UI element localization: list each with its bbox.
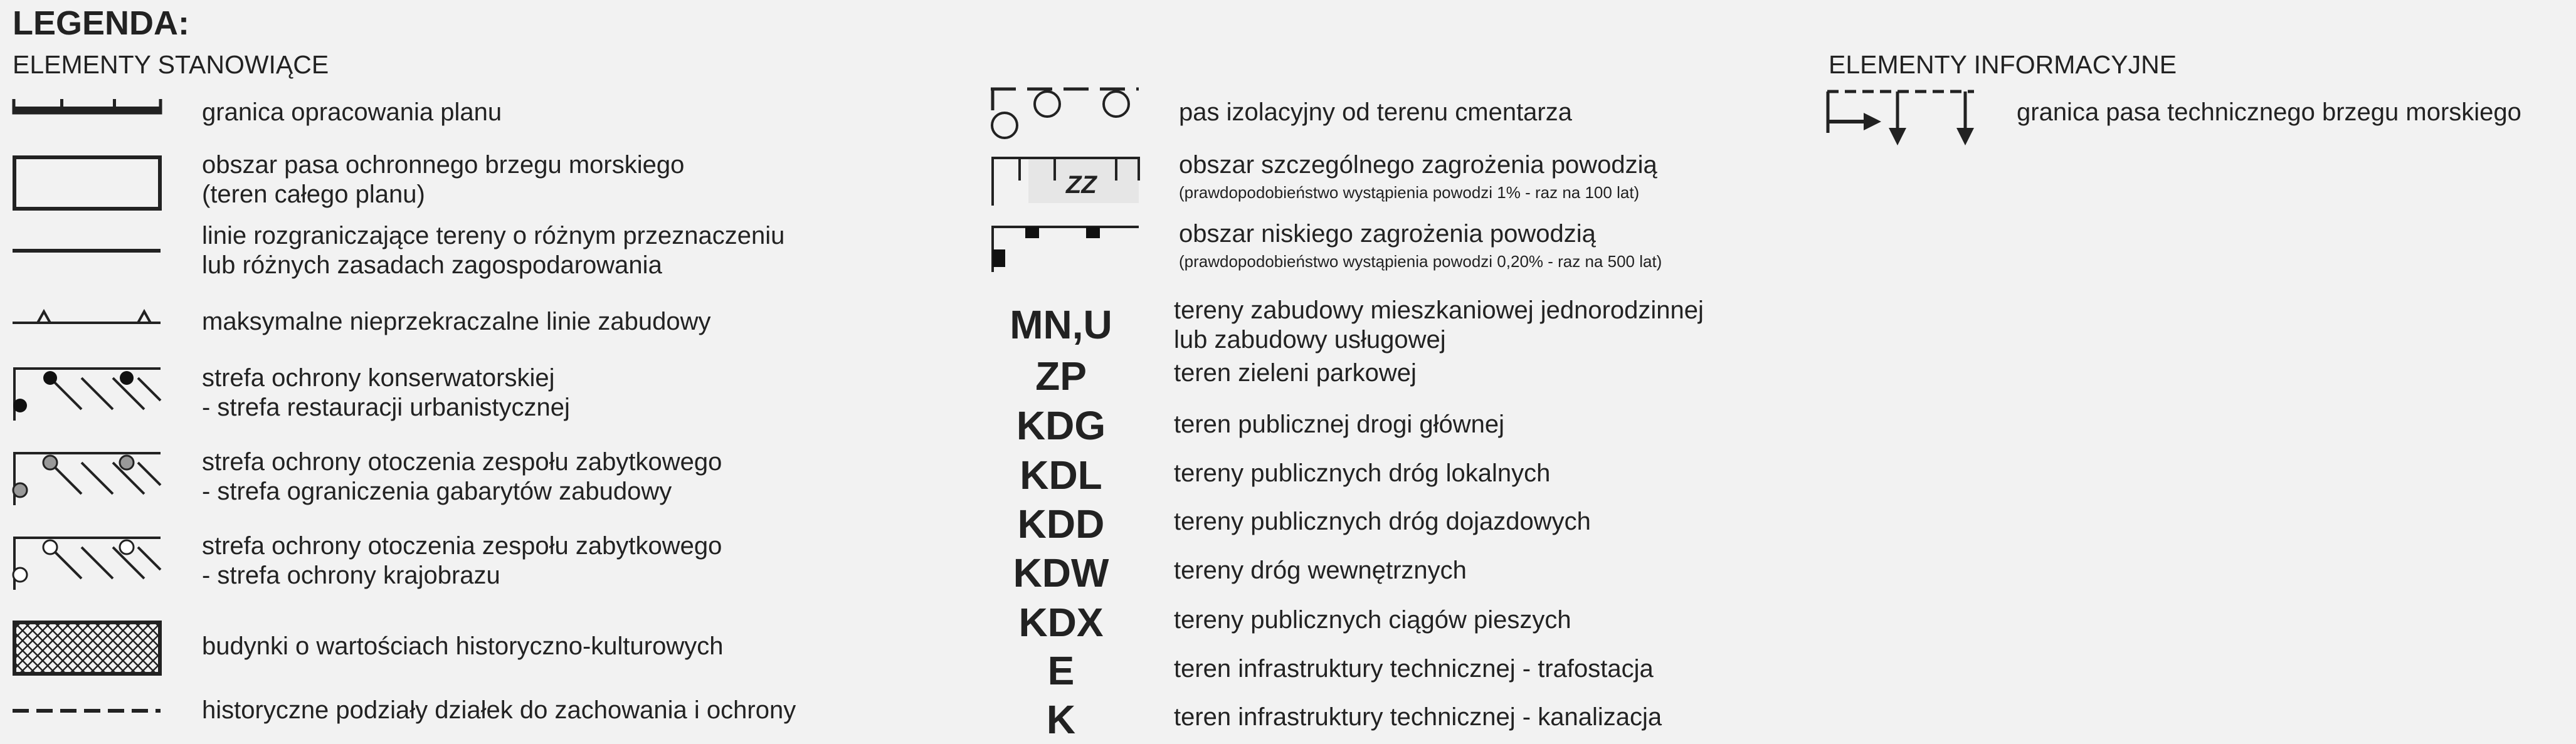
legend-label-linie-rozgraniczajace: linie rozgraniczające tereny o różnym przeznaczeniu lub różnych zasadach zagospodarowania xyxy=(202,222,785,279)
conservation-zone-black-symbol xyxy=(13,365,163,422)
zone-label-kdx: tereny publicznych ciągów pieszych xyxy=(1174,606,1571,634)
zone-code-kdd: KDD xyxy=(1017,501,1105,547)
legend-label-strefa-konserwatorska: strefa ochrony konserwatorskiej - strefa restauracji urbanistycznej xyxy=(202,364,570,421)
technical-belt-arrows-symbol xyxy=(1826,88,1977,150)
zone-label-e: teren infrastruktury technicznej - trafostacja xyxy=(1174,655,1654,683)
zone-code-zp: ZP xyxy=(1035,354,1087,399)
zone-label-kdg: teren publicznej drogi głównej xyxy=(1174,411,1504,438)
flood-low-symbol xyxy=(991,224,1141,275)
cemetery-buffer-symbol xyxy=(991,85,1141,142)
zone-label-zp: teren zieleni parkowej xyxy=(1174,359,1417,387)
zone-code-k: K xyxy=(1046,697,1076,742)
legend-label-budynki: budynki o wartościach historyczno-kulturowych xyxy=(202,632,724,660)
flood-zz-symbol xyxy=(991,155,1141,206)
zone-code-kdw: KDW xyxy=(1013,550,1109,595)
legend-label-podzialy: historyczne podziały działek do zachowania i ochrony xyxy=(202,696,796,724)
dashed-line-symbol xyxy=(13,707,163,715)
heritage-zone-white-symbol xyxy=(13,535,163,591)
legend-label-strefa-gabarytow: strefa ochrony otoczenia zespołu zabytkowego - strefa ograniczenia gabarytów zabudowy xyxy=(202,448,722,505)
flood-zz-symbol-text: ZZ xyxy=(1066,171,1097,199)
building-line-symbol xyxy=(13,304,163,329)
zone-label-kdl: tereny publicznych dróg lokalnych xyxy=(1174,459,1551,487)
solid-line-symbol xyxy=(13,247,163,254)
heritage-zone-grey-symbol xyxy=(13,450,163,506)
legend-label-granica: granica opracowania planu xyxy=(202,98,502,126)
legend-label-linie-zabudowy: maksymalne nieprzekraczalne linie zabudowy xyxy=(202,308,711,335)
zone-label-k: teren infrastruktury technicznej - kanalizacja xyxy=(1174,703,1662,731)
zone-label-mnu: tereny zabudowy mieszkaniowej jednorodzinnej lub zabudowy usługowej xyxy=(1174,296,1704,354)
legend-title: LEGENDA: xyxy=(13,4,189,42)
legend-label-pas-techniczny: granica pasa technicznego brzegu morskiego xyxy=(2017,98,2521,126)
zone-code-kdl: KDL xyxy=(1020,453,1102,498)
zone-code-kdx: KDX xyxy=(1018,600,1104,645)
zone-label-kdd: tereny publicznych dróg dojazdowych xyxy=(1174,508,1591,535)
legend-label-strefa-krajobrazu: strefa ochrony otoczenia zespołu zabytkowego - strefa ochrony krajobrazu xyxy=(202,532,722,589)
section-heading-informacyjne: ELEMENTY INFORMACYJNE xyxy=(1829,50,2177,79)
legend-label-pas-izolacyjny: pas izolacyjny od terenu cmentarza xyxy=(1179,98,1572,126)
section-heading-stanowiace: ELEMENTY STANOWIĄCE xyxy=(13,50,329,79)
zone-label-kdw: tereny dróg wewnętrznych xyxy=(1174,557,1467,584)
protection-zone-rectangle-symbol xyxy=(13,155,163,212)
crosshatch-building-symbol xyxy=(13,621,163,677)
zone-code-mnu: MN,U xyxy=(1010,302,1112,347)
legend-label-zagrozenie-szczegolne: obszar szczególnego zagrożenia powodzią (prawdopodobieństwo wystąpienia powodzi 1% - raz na 100 lat) xyxy=(1179,151,1657,202)
plan-boundary-symbol xyxy=(13,94,163,119)
legend-label-zagrozenie-niskie: obszar niskiego zagrożenia powodzią (prawdopodobieństwo wystąpienia powodzi 0,20% - raz na 500 lat) xyxy=(1179,220,1662,271)
zone-code-e: E xyxy=(1047,648,1075,693)
zone-code-kdg: KDG xyxy=(1016,403,1106,448)
legend-label-pas-ochronny: obszar pasa ochronnego brzegu morskiego (teren całego planu) xyxy=(202,151,685,208)
